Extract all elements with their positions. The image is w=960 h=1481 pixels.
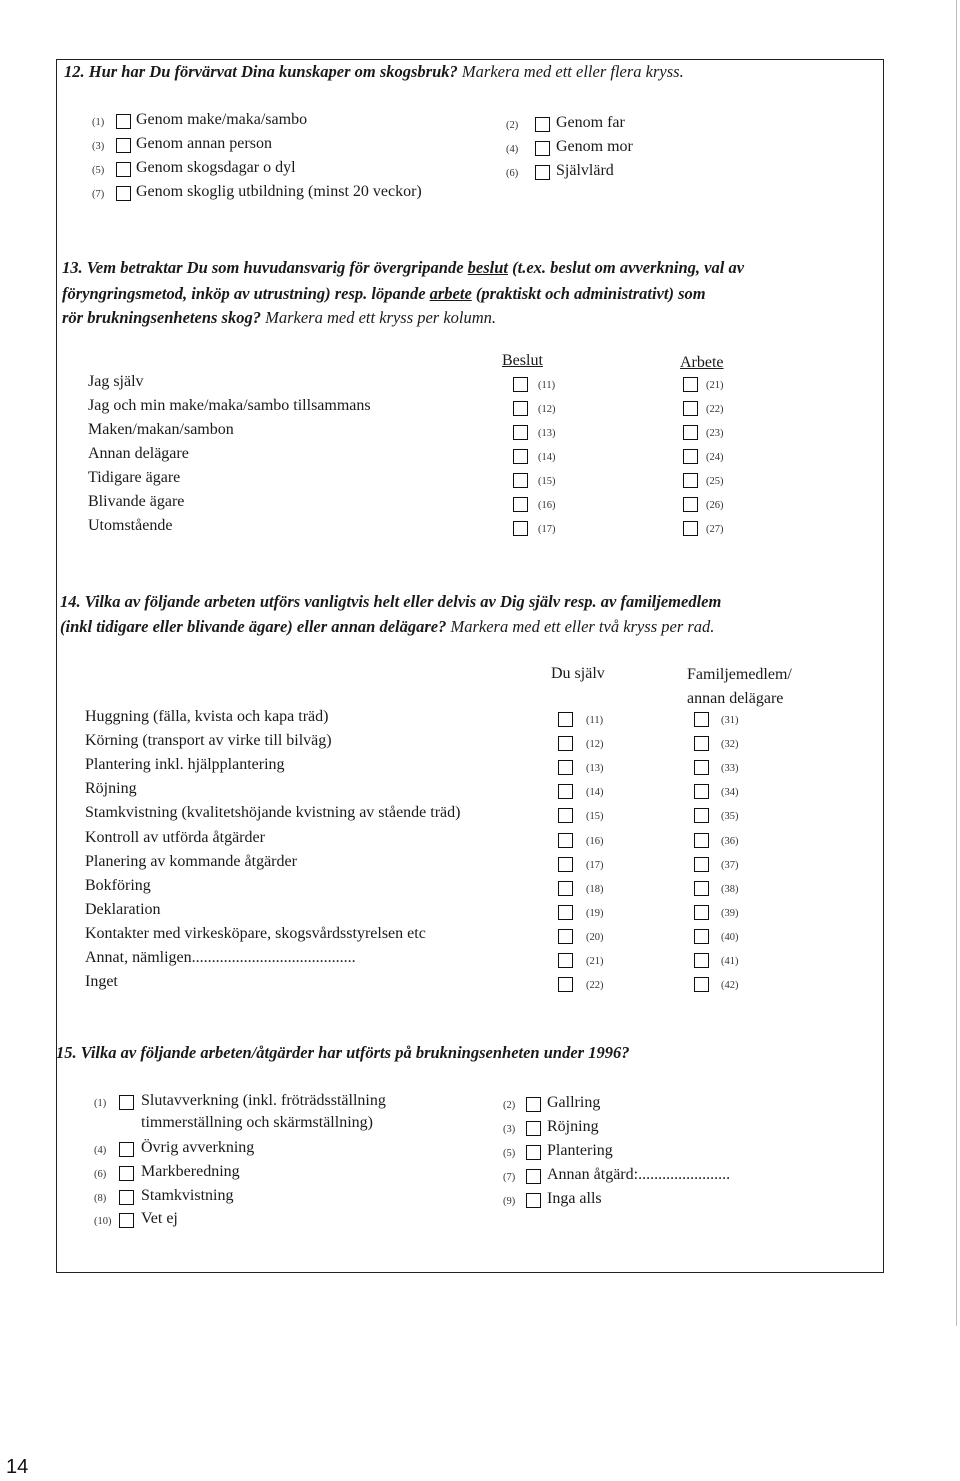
- q13-column-arbete: Arbete: [680, 354, 724, 371]
- q13-beslut-number: (13): [538, 428, 556, 439]
- q12-option-2-checkbox[interactable]: [535, 117, 550, 132]
- q15-right-number: (7): [503, 1172, 516, 1183]
- q14-du-sjalv-number: (22): [586, 980, 604, 992]
- q14-du-sjalv-number: (18): [586, 883, 604, 895]
- q14-familjemedlem-checkbox[interactable]: [694, 857, 709, 872]
- q15-left-label: Slutavverkning (inkl. fröträdsställning: [141, 1092, 386, 1109]
- q13-beslut-number: (16): [538, 500, 556, 511]
- q14-familjemedlem-checkbox[interactable]: [694, 736, 709, 751]
- q14-du-sjalv-number: (17): [586, 859, 604, 871]
- q12-option-7-label: Genom skoglig utbildning (minst 20 veckor): [136, 183, 422, 200]
- q14-familjemedlem-checkbox[interactable]: [694, 953, 709, 968]
- q12-option-5-number: (5): [92, 165, 105, 176]
- q14-du-sjalv-number: (14): [586, 787, 604, 799]
- q13-arbete-number: (21): [706, 380, 724, 391]
- q14-row-label: Kontroll av utförda åtgärder: [85, 828, 265, 846]
- q14-familjemedlem-number: (37): [721, 859, 739, 871]
- q14-familjemedlem-checkbox[interactable]: [694, 977, 709, 992]
- q13-beslut-checkbox[interactable]: [513, 377, 528, 392]
- q15-left-label: Stamkvistning: [141, 1187, 234, 1204]
- q14-du-sjalv-checkbox[interactable]: [558, 977, 573, 992]
- q15-left-checkbox[interactable]: [119, 1190, 134, 1205]
- q13-arbete-checkbox[interactable]: [683, 521, 698, 536]
- q12-option-6-number: (6): [506, 168, 519, 179]
- q12-option-2-number: (2): [506, 120, 519, 131]
- q15-left-number: (6): [94, 1169, 107, 1180]
- q15-left-number: (8): [94, 1193, 107, 1204]
- page-number: 14: [6, 1456, 29, 1478]
- q14-familjemedlem-checkbox[interactable]: [694, 905, 709, 920]
- q14-row-label: Plantering inkl. hjälpplantering: [85, 756, 285, 774]
- q14-instruction: Markera med ett eller två kryss per rad.: [446, 617, 715, 636]
- q12-option-6-label: Självlärd: [556, 162, 614, 179]
- q14-du-sjalv-number: (11): [586, 715, 604, 726]
- q13-line1-text-end: (t.ex. beslut om avverkning, val av: [512, 258, 745, 277]
- q14-du-sjalv-number: (15): [586, 811, 604, 823]
- q14-row-label: Röjning: [85, 780, 137, 798]
- q14-du-sjalv-number: (16): [586, 835, 604, 847]
- q14-du-sjalv-checkbox[interactable]: [558, 929, 573, 944]
- q13-row-label: Maken/makan/sambon: [88, 421, 234, 438]
- q14-line2-text: (inkl tidigare eller blivande ägare) eller annan delägare?: [60, 617, 447, 636]
- q13-beslut-number: (11): [538, 380, 556, 391]
- q14-familjemedlem-number: (31): [721, 715, 739, 726]
- q13-beslut-checkbox[interactable]: [513, 401, 528, 416]
- q14-du-sjalv-checkbox[interactable]: [558, 760, 573, 775]
- q14-familjemedlem-checkbox[interactable]: [694, 833, 709, 848]
- q13-beslut-checkbox[interactable]: [513, 449, 528, 464]
- q13-instruction: Markera med ett kryss per kolumn.: [260, 308, 497, 327]
- q13-beslut-underlined: beslut: [467, 258, 509, 277]
- q14-row-label: Stamkvistning (kvalitetshöjande kvistning av stående träd): [85, 804, 461, 822]
- q15-right-label: Gallring: [547, 1094, 601, 1111]
- q12-title: [64, 62, 684, 82]
- q14-familjemedlem-number: (41): [721, 956, 739, 967]
- q14-row-label: Kontakter med virkesköpare, skogsvårdsstyrelsen etc: [85, 924, 426, 942]
- q15-left-label: Övrig avverkning: [141, 1139, 255, 1156]
- q13-row-label: Annan delägare: [88, 445, 189, 462]
- q13-arbete-checkbox[interactable]: [683, 377, 698, 392]
- q14-column-annan-delagare: annan delägare: [687, 690, 784, 707]
- q13-beslut-checkbox[interactable]: [513, 497, 528, 512]
- q14-title-line1: 14. Vilka av följande arbeten utförs vanligtvis helt eller delvis av Dig själv resp. av familjemedlem: [60, 592, 722, 611]
- q15-right-label: Plantering: [547, 1142, 613, 1159]
- q13-beslut-number: (17): [538, 524, 556, 535]
- q13-title-line1: [62, 258, 744, 278]
- q12-option-3-checkbox[interactable]: [116, 138, 131, 153]
- q15-left-checkbox[interactable]: [119, 1142, 134, 1157]
- q14-familjemedlem-number: (32): [721, 739, 739, 751]
- q14-familjemedlem-number: (36): [721, 835, 739, 847]
- q12-option-4-label: Genom mor: [556, 138, 633, 155]
- q14-familjemedlem-number: (39): [721, 907, 739, 919]
- q14-row-label: Annat, nämligen.........................................: [85, 949, 356, 966]
- q12-option-7-number: (7): [92, 189, 105, 200]
- q14-du-sjalv-checkbox[interactable]: [558, 953, 573, 968]
- q14-du-sjalv-number: (21): [586, 956, 604, 967]
- q15-title: 15. Vilka av följande arbeten/åtgärder har utförts på brukningsenheten under 1996?: [56, 1043, 630, 1062]
- q15-right-label: Annan åtgärd:.......................: [547, 1166, 731, 1183]
- q14-du-sjalv-checkbox[interactable]: [558, 808, 573, 823]
- q14-title-line2: [60, 617, 714, 637]
- q12-option-1-label: Genom make/maka/sambo: [136, 111, 308, 128]
- q15-right-checkbox[interactable]: [526, 1121, 541, 1136]
- q12-option-3-label: Genom annan person: [136, 135, 272, 152]
- q13-row-label: Utomstående: [88, 517, 173, 534]
- q13-arbete-checkbox[interactable]: [683, 473, 698, 488]
- q13-column-beslut: Beslut: [502, 352, 543, 369]
- q15-right-checkbox[interactable]: [526, 1145, 541, 1160]
- q13-arbete-number: (22): [706, 404, 724, 415]
- q12-option-3-number: (3): [92, 141, 105, 152]
- q14-familjemedlem-number: (40): [721, 931, 739, 943]
- q14-du-sjalv-number: (20): [586, 931, 604, 943]
- q15-right-number: (9): [503, 1196, 516, 1207]
- q14-familjemedlem-checkbox[interactable]: [694, 712, 709, 727]
- q13-beslut-checkbox[interactable]: [513, 521, 528, 536]
- q14-familjemedlem-number: (42): [721, 980, 739, 992]
- q15-right-number: (5): [503, 1148, 516, 1159]
- q12-title-bold: 12. Hur har Du förvärvat Dina kunskaper om skogsbruk?: [64, 62, 458, 81]
- q15-right-number: (2): [503, 1100, 516, 1111]
- q13-title-line2: [62, 284, 706, 304]
- q13-line2-text-end: (praktiskt och administrativt) som: [475, 284, 706, 303]
- q14-familjemedlem-number: (35): [721, 811, 739, 823]
- q13-arbete-number: (27): [706, 524, 724, 535]
- q14-du-sjalv-checkbox[interactable]: [558, 712, 573, 727]
- q14-row-label: Planering av kommande åtgärder: [85, 852, 297, 870]
- q14-du-sjalv-checkbox[interactable]: [558, 881, 573, 896]
- q14-du-sjalv-checkbox[interactable]: [558, 857, 573, 872]
- q13-arbete-checkbox[interactable]: [683, 449, 698, 464]
- q14-familjemedlem-number: (33): [721, 763, 739, 775]
- q12-option-5-checkbox[interactable]: [116, 162, 131, 177]
- q14-row-label: Bokföring: [85, 876, 151, 894]
- q12-title-instruction: Markera med ett eller flera kryss.: [457, 62, 684, 81]
- q15-right-label: Inga alls: [547, 1190, 602, 1207]
- q13-beslut-checkbox[interactable]: [513, 425, 528, 440]
- q13-line1-text: 13. Vem betraktar Du som huvudansvarig för övergripande: [62, 258, 464, 277]
- q15-right-checkbox[interactable]: [526, 1097, 541, 1112]
- q14-du-sjalv-checkbox[interactable]: [558, 736, 573, 751]
- q14-du-sjalv-number: (12): [586, 739, 604, 751]
- q13-beslut-number: (12): [538, 404, 556, 415]
- q13-arbete-number: (25): [706, 476, 724, 487]
- q14-row-label: Deklaration: [85, 900, 161, 918]
- q14-du-sjalv-checkbox[interactable]: [558, 833, 573, 848]
- q14-row-label: Körning (transport av virke till bilväg): [85, 732, 332, 750]
- q13-beslut-number: (14): [538, 452, 556, 463]
- q14-familjemedlem-checkbox[interactable]: [694, 929, 709, 944]
- q13-arbete-number: (26): [706, 500, 724, 511]
- q14-du-sjalv-number: (19): [586, 907, 604, 919]
- q12-option-6-checkbox[interactable]: [535, 165, 550, 180]
- q15-left-label: Vet ej: [141, 1210, 178, 1227]
- q14-du-sjalv-checkbox[interactable]: [558, 784, 573, 799]
- q14-familjemedlem-checkbox[interactable]: [694, 881, 709, 896]
- q14-row-label: Huggning (fälla, kvista och kapa träd): [85, 708, 329, 725]
- q13-row-label: Jag och min make/maka/sambo tillsammans: [88, 397, 371, 414]
- q13-arbete-checkbox[interactable]: [683, 401, 698, 416]
- q13-title-line3: [62, 308, 496, 328]
- q15-right-checkbox[interactable]: [526, 1193, 541, 1208]
- q15-left-label: Markberedning: [141, 1163, 240, 1180]
- q15-left-checkbox[interactable]: [119, 1213, 134, 1228]
- q13-row-label: Blivande ägare: [88, 493, 185, 510]
- q13-arbete-underlined: arbete: [429, 284, 472, 303]
- q13-row-label: Jag själv: [88, 373, 144, 390]
- q15-left-number: (10): [94, 1216, 112, 1227]
- q14-du-sjalv-checkbox[interactable]: [558, 905, 573, 920]
- q12-option-4-checkbox[interactable]: [535, 141, 550, 156]
- q14-familjemedlem-number: (38): [721, 883, 739, 895]
- q12-option-4-number: (4): [506, 144, 519, 155]
- q13-beslut-checkbox[interactable]: [513, 473, 528, 488]
- q15-left-checkbox[interactable]: [119, 1095, 134, 1110]
- q13-arbete-number: (23): [706, 428, 724, 439]
- q13-line3-text: rör brukningsenhetens skog?: [62, 308, 261, 327]
- q14-familjemedlem-checkbox[interactable]: [694, 808, 709, 823]
- q14-familjemedlem-checkbox[interactable]: [694, 760, 709, 775]
- q12-option-7-checkbox[interactable]: [116, 186, 131, 201]
- q15-left-number: (4): [94, 1145, 107, 1156]
- q15-left-label: timmerställning och skärmställning): [141, 1114, 373, 1131]
- q14-column-familjemedlem: Familjemedlem/: [687, 666, 792, 683]
- q13-arbete-checkbox[interactable]: [683, 497, 698, 512]
- q13-line2-text: föryngringsmetod, inköp av utrustning) resp. löpande: [62, 284, 426, 303]
- q13-arbete-checkbox[interactable]: [683, 425, 698, 440]
- q12-option-2-label: Genom far: [556, 114, 625, 131]
- q14-column-du-sjalv: Du själv: [551, 665, 605, 682]
- q15-right-number: (3): [503, 1124, 516, 1135]
- page-edge-line: [956, 0, 957, 1326]
- q13-beslut-number: (15): [538, 476, 556, 487]
- q12-option-5-label: Genom skogsdagar o dyl: [136, 159, 296, 176]
- q15-right-label: Röjning: [547, 1118, 599, 1135]
- q12-option-1-checkbox[interactable]: [116, 114, 131, 129]
- q13-arbete-number: (24): [706, 452, 724, 463]
- q12-option-1-number: (1): [92, 117, 105, 128]
- q15-left-number: (1): [94, 1098, 107, 1109]
- q15-left-checkbox[interactable]: [119, 1166, 134, 1181]
- q14-familjemedlem-number: (34): [721, 787, 739, 799]
- q14-du-sjalv-number: (13): [586, 763, 604, 775]
- q14-row-label: Inget: [85, 973, 118, 991]
- q14-familjemedlem-checkbox[interactable]: [694, 784, 709, 799]
- q13-row-label: Tidigare ägare: [88, 469, 181, 486]
- q15-right-checkbox[interactable]: [526, 1169, 541, 1184]
